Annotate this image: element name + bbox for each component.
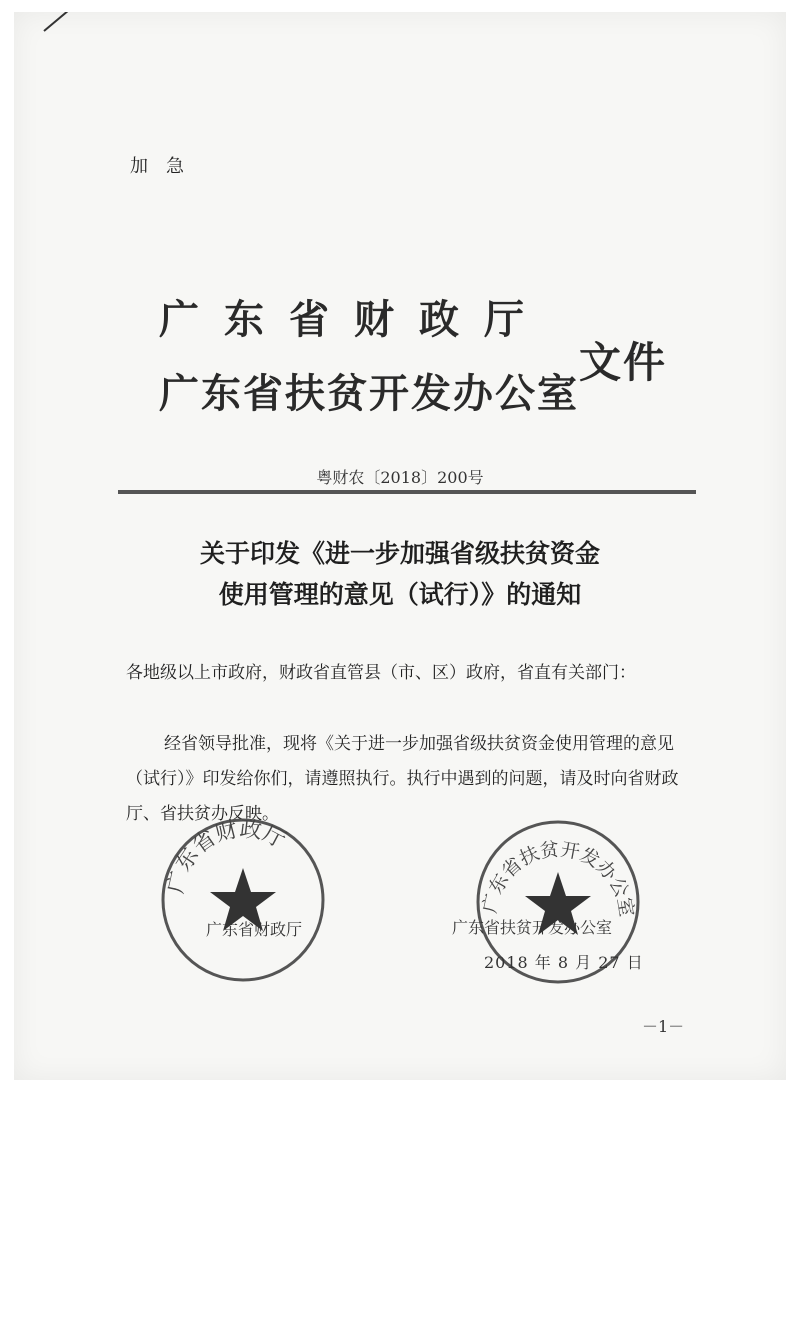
header-divider: [118, 490, 696, 494]
notice-title-line-2: 使用管理的意见（试行）》的通知: [218, 580, 582, 609]
signature-finance-department: 广东省财政厅: [206, 920, 303, 939]
issue-date: 2018 年 8 月 27 日: [484, 953, 644, 972]
pen-mark: [43, 12, 75, 32]
svg-text:广东省财政厅: [163, 817, 289, 896]
signature-poverty-office: 广东省扶贫开发办公室: [452, 918, 613, 937]
seal-1-text: 广东省财政厅: [163, 816, 290, 896]
document-type-label: 文件: [579, 338, 668, 387]
urgency-label: 加急: [130, 156, 202, 177]
seal-2-text: 广东省扶贫开发办公室: [478, 838, 638, 919]
issuer-line-1: 广东省财政厅: [159, 296, 549, 343]
finance-department-seal: [159, 816, 327, 984]
notice-title-line-1: 关于印发《进一步加强省级扶贫资金: [199, 539, 600, 568]
body-paragraph: 经省领导批准，现将《关于进一步加强省级扶贫资金使用管理的意见（试行）》印发给你们，请遵照执行。执行中遇到的问题，请及时向省财政厅、省扶贫办反映。: [126, 734, 679, 824]
issuer-line-2: 广东省扶贫开发办公室: [159, 370, 579, 417]
document-number: 粤财农〔2018〕200号: [316, 468, 484, 487]
scanned-page: [14, 12, 786, 1080]
page-number: －1－: [642, 1017, 685, 1036]
addressees: 各地级以上市政府，财政省直管县（市、区）政府，省直有关部门：: [126, 663, 636, 683]
